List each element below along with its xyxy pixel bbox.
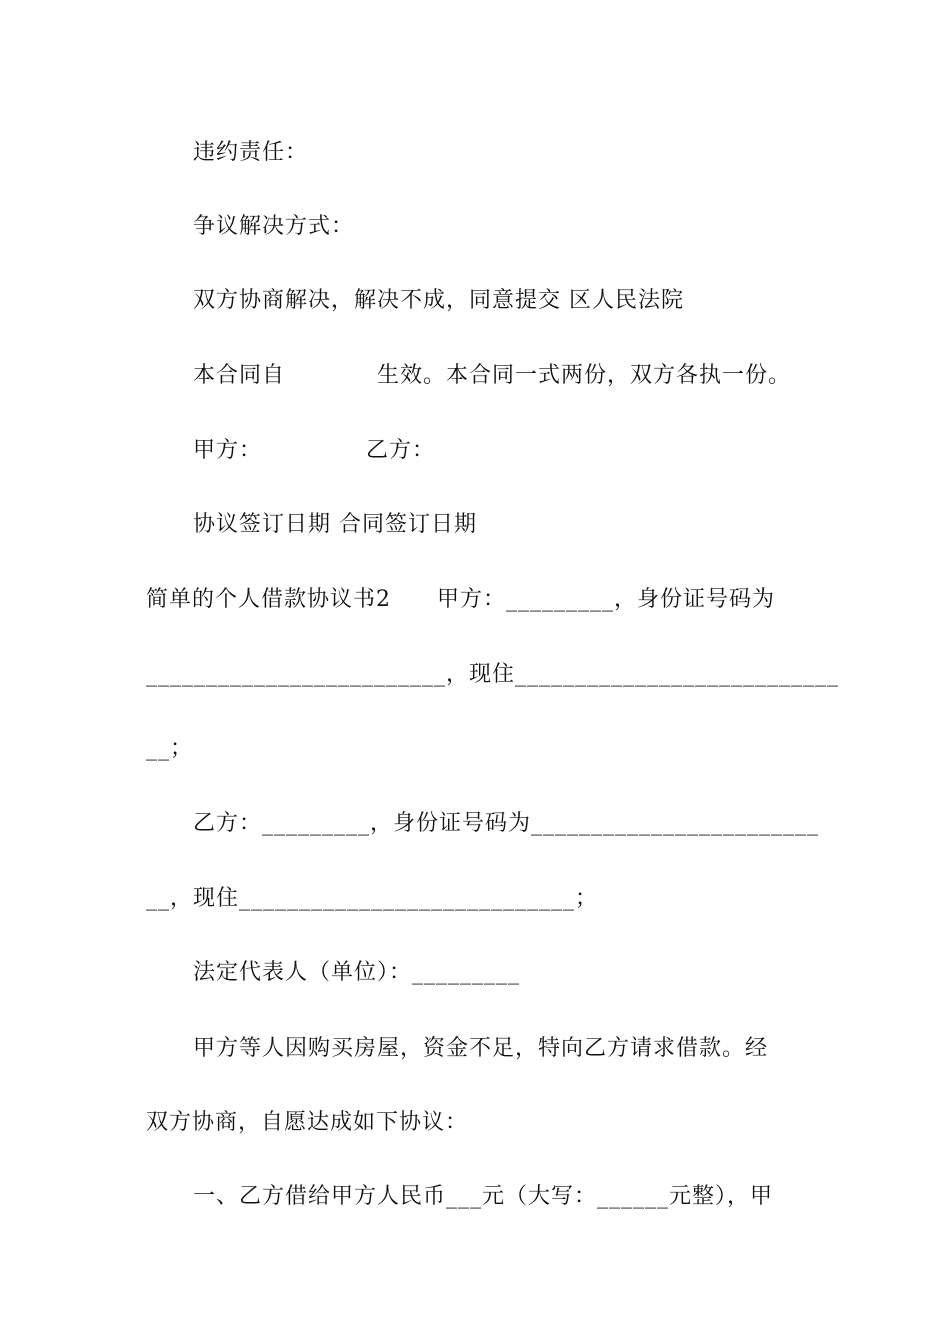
paragraph-party-b-address: __，现住____________________________； [146, 886, 599, 911]
paragraph-party-b-id: 乙方：_________，身份证号码为________________________ [193, 811, 820, 836]
paragraph-effective-date: 本合同自 生效。本合同一式两份，双方各执一份。 [193, 363, 792, 388]
paragraph-loan-reason: 甲方等人因购买房屋，资金不足，特向乙方请求借款。经 [193, 1036, 769, 1061]
paragraph-party-signatures: 甲方： 乙方： [193, 438, 436, 463]
paragraph-party-a-id-address: _________________________，现住___________________________ [146, 662, 840, 687]
paragraph-party-a-address-end: __； [146, 736, 194, 761]
paragraph-breach-liability: 违约责任： [193, 140, 309, 165]
paragraph-agreement-title-party-a: 简单的个人借款协议书2 甲方：_________，身份证号码为 [146, 587, 775, 612]
paragraph-dispute-resolution: 争议解决方式： [193, 214, 355, 239]
paragraph-court-submission: 双方协商解决，解决不成，同意提交 区人民法院 [193, 288, 684, 313]
paragraph-legal-representative: 法定代表人（单位）：_________ [193, 960, 521, 985]
paragraph-clause-one: 一、乙方借给甲方人民币___元（大写：______元整），甲 [193, 1184, 774, 1209]
paragraph-agreement-intro: 双方协商，自愿达成如下协议： [146, 1110, 469, 1135]
paragraph-signing-dates: 协议签订日期 合同签订日期 [193, 512, 477, 537]
